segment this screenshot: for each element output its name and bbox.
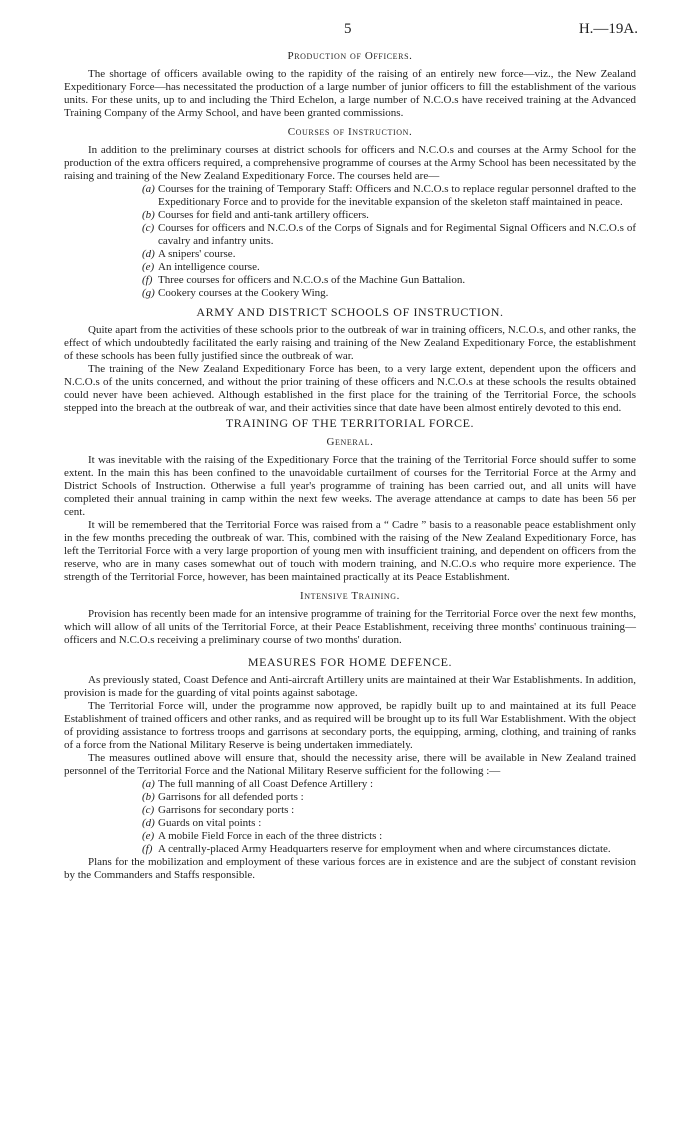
list-item [144, 274, 636, 287]
production-heading: Production of Officers. [287, 50, 413, 62]
item-text: Garrisons for all defended ports : [158, 791, 304, 803]
item-text: A centrally-placed Army Headquarters reserve for employment when and where circumstances dictate. [158, 843, 611, 855]
document-reference: H.—19A. [578, 21, 638, 37]
item-text: Guards on vital points : [158, 817, 262, 829]
item-text: The full manning of all Coast Defence Artillery : [158, 778, 374, 790]
list-item [144, 817, 636, 830]
item-marker: (g) [142, 287, 155, 299]
item-marker: (d) [142, 817, 155, 829]
item-text: Courses for officers and N.C.O.s of the Corps of Signals and for Regimental Signal Officers and N.C.O.s of cavalry and infantry units. [158, 222, 636, 247]
page-number: 5 [344, 21, 352, 37]
courses-heading: Courses of Instruction. [287, 126, 413, 138]
home-defence-paragraph: As previously stated, Coast Defence and Anti-aircraft Artillery units are maintained at their War Establishments. In addition, provision is made for the guarding of vital points against sabotage. [64, 674, 636, 699]
general-paragraph: It was inevitable with the raising of the Expeditionary Force that the training of the Territorial Force should suffer to some extent. In the main this has been confined to the unavoidable curtailment of courses for the Territorial Force at the Army and District Schools of Instruction. Otherwise a full year's programme of training has been carried out, and all units will have completed their annual training in camp within the next few weeks. The average attendance at camps to date has been 56 per cent. [64, 454, 636, 518]
item-marker: (a) [142, 183, 155, 195]
army-schools-heading: ARMY AND DISTRICT SCHOOLS OF INSTRUCTION. [196, 305, 504, 319]
item-text: A mobile Field Force in each of the three districts : [158, 830, 383, 842]
list-item [144, 261, 636, 274]
list-item [144, 843, 636, 856]
home-defence-closing: Plans for the mobilization and employment of these various forces are in existence and are the subject of constant revision by the Commanders and Staffs responsible. [64, 856, 636, 881]
item-text: Courses for the training of Temporary Staff: Officers and N.C.O.s to replace regular personnel drafted to the Expeditionary Force and to provide for the inevitable expansion of the skeleton staff maintained in peace. [158, 183, 636, 208]
courses-list [64, 183, 636, 300]
item-text: Courses for field and anti-tank artillery officers. [158, 209, 369, 221]
item-text: Three courses for officers and N.C.O.s of the Machine Gun Battalion. [158, 274, 466, 286]
list-item [144, 248, 636, 261]
item-marker: (f) [142, 843, 153, 855]
item-marker: (c) [142, 222, 155, 234]
page-header [64, 20, 636, 42]
list-item [144, 791, 636, 804]
item-marker: (d) [142, 248, 155, 260]
item-text: Garrisons for secondary ports : [158, 804, 295, 816]
territorial-heading: TRAINING OF THE TERRITORIAL FORCE. [225, 416, 475, 430]
item-marker: (c) [142, 804, 155, 816]
home-defence-paragraph: The Territorial Force will, under the programme now approved, be rapidly built up to and maintained at its full Peace Establishment of trained officers and other ranks, and as required will be brought up to its full War Establishment. With the object of providing assistance to fortress troops and garrisons at secondary ports, the equipping, arming, clothing, and training of ranks of a force from the National Military Reserve is being undertaken immediately. [64, 700, 636, 751]
army-schools-paragraph: Quite apart from the activities of these schools prior to the outbreak of war in training officers, N.C.O.s, and other ranks, the effect of which undoubtedly facilitated the early raising and training of the New Zealand Expeditionary Force, the establishment of these schools has been fully justified since the outbreak of war. [64, 324, 636, 362]
item-marker: (f) [142, 274, 153, 286]
list-item [144, 778, 636, 791]
general-heading: General. [326, 436, 374, 448]
item-text: Cookery courses at the Cookery Wing. [158, 287, 329, 299]
list-item [144, 209, 636, 222]
item-text: A snipers' course. [158, 248, 236, 260]
list-item [144, 830, 636, 843]
item-marker: (e) [142, 261, 155, 273]
intensive-heading: Intensive Training. [300, 590, 400, 602]
intensive-paragraph: Provision has recently been made for an intensive programme of training for the Territorial Force over the next few months, which will allow of all units of the Territorial Force, at their Peace Establishment, receiving three months' continuous training—officers and N.C.O.s receiving a preliminary course of two months' duration. [64, 608, 636, 646]
item-marker: (b) [142, 791, 155, 803]
list-item [144, 183, 636, 209]
home-defence-list [64, 778, 636, 856]
item-marker: (b) [142, 209, 155, 221]
home-defence-paragraph: The measures outlined above will ensure that, should the necessity arise, there will be available in New Zealand trained personnel of the Territorial Force and the National Military Reserve sufficient for the following :— [64, 752, 636, 777]
item-marker: (a) [142, 778, 155, 790]
general-paragraph: It will be remembered that the Territorial Force was raised from a “ Cadre ” basis to a reasonable peace establishment only in the few months preceding the outbreak of war. This, combined with the raising of the New Zealand Expeditionary Force, has left the Territorial Force with a very large proportion of young men with insufficient training, and dependent on officers from the reserve, who are in many cases somewhat out of touch with modern training, and N.C.O.s who require more experience. The strength of the Territorial Force, however, has been maintained practically at its Peace Establishment. [64, 519, 636, 583]
list-item [144, 804, 636, 817]
item-marker: (e) [142, 830, 155, 842]
list-item [144, 287, 636, 300]
list-item [144, 222, 636, 248]
army-schools-paragraph: The training of the New Zealand Expeditionary Force has been, to a very large extent, dependent upon the officers and N.C.O.s of the units concerned, and without the prior training of these officers and N.C.O.s at these schools the results obtained could never have been achieved. Although established in the first place for the training of the Territorial Force, the schools stepped into the breach at the outbreak of war, and their activities since that date have been almost entirely devoted to this end. [64, 363, 636, 414]
courses-intro: In addition to the preliminary courses at district schools for officers and N.C.O.s and courses at the Army School for the production of the extra officers required, a comprehensive programme of courses at the Army School has been necessitated by the raising and training of the New Zealand Expeditionary Force. The courses held are— [64, 144, 636, 182]
home-defence-heading: MEASURES FOR HOME DEFENCE. [247, 655, 453, 669]
item-text: An intelligence course. [158, 261, 260, 273]
production-paragraph: The shortage of officers available owing to the rapidity of the raising of an entirely new force—viz., the New Zealand Expeditionary Force—has necessitated the production of a large number of junior officers to fill the establishment of the various units. For these units, up to and including the Third Echelon, a large number of N.C.O.s have received training at the Advanced Training Company of the Army School, and have been granted commissions. [64, 68, 636, 119]
